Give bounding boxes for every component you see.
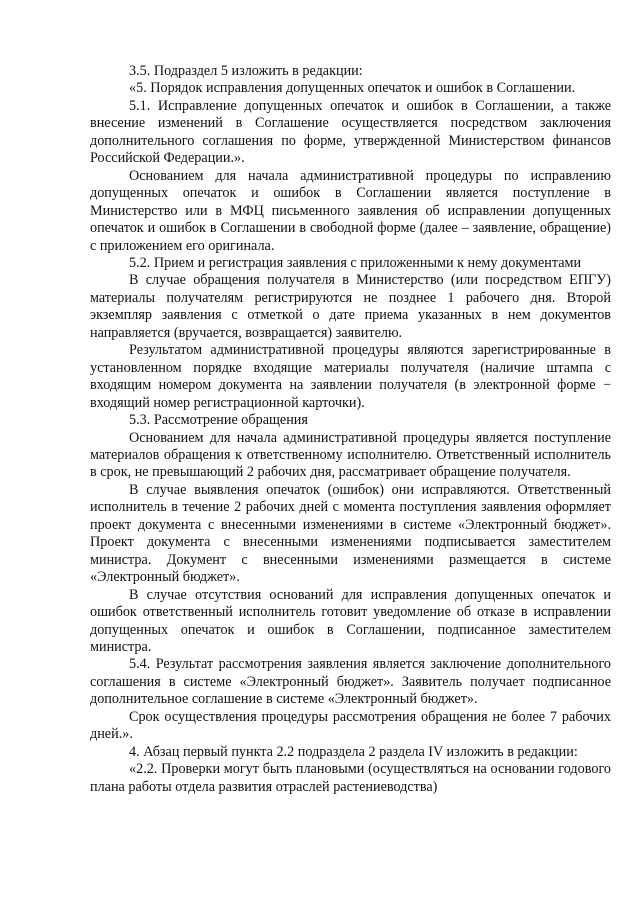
paragraph-registration-result: Результатом административной процедуры являются зарегистрированные в установленном порядке входящие материалы получателя (наличие штампа с входящим номером документа на заявлении получателя (в электронной форме − входящий номер регистрационной карточки). <box>90 342 611 411</box>
paragraph-registration: В случае обращения получателя в Министерство (или посредством ЕПГУ) материалы получателям регистрируются не позднее 1 рабочего дня. Второй экземпляр заявления с отметкой о дате приема указанных в нем документов направляется (вручается, возвращается) заявителю. <box>90 272 611 341</box>
paragraph-basis-for-procedure: Основанием для начала административной процедуры по исправлению допущенных опечаток и ошибок в Соглашении является поступление в Министерство или в МФЦ письменного заявления об исправлении допущенных опечаток и ошибок в Соглашении в свободной форме (далее – заявление, обращение) с приложением его оригинала. <box>90 167 611 254</box>
paragraph-errors-found: В случае выявления опечаток (ошибок) они исправляются. Ответственный исполнитель в течение 2 рабочих дней с момента поступления заявления оформляет проект документа с внесенными изменениями в системе «Электронный бюджет». Проект документа с внесенными изменениями подписывается заместителем министра. Документ с внесенными изменениями размещается в системе «Электронный бюджет». <box>90 481 611 586</box>
paragraph-no-grounds: В случае отсутствия оснований для исправления допущенных опечаток и ошибок ответственный исполнитель готовит уведомление об отказе в исправлении допущенных опечаток и ошибок в Соглашении, подписанное заместителем министра. <box>90 586 611 655</box>
paragraph-3-5-heading: 3.5. Подраздел 5 изложить в редакции: <box>129 63 363 79</box>
paragraph-section-5-title: «5. Порядок исправления допущенных опечаток и ошибок в Соглашении. <box>129 80 576 97</box>
paragraph-item-4: 4. Абзац первый пункта 2.2 подраздела 2 раздела IV изложить в редакции: <box>129 743 578 760</box>
paragraph-deadline: Срок осуществления процедуры рассмотрения обращения не более 7 рабочих дней.». <box>90 708 611 743</box>
paragraph-2-2: «2.2. Проверки могут быть плановыми (осуществляться на основании годового плана работы отдела развития отраслей растениеводства) <box>90 761 611 795</box>
paragraph-5-1: 5.1. Исправление допущенных опечаток и ошибок в Соглашении, а также внесение изменений в Соглашение осуществляется посредством заключения дополнительного соглашения по форме, утвержденной Министерством финансов Российской Федерации.». <box>90 97 611 167</box>
document-body <box>90 63 611 796</box>
paragraph-5-3: 5.3. Рассмотрение обращения <box>129 412 308 429</box>
paragraph-5-4: 5.4. Результат рассмотрения заявления является заключение дополнительного соглашения в системе «Электронный бюджет». Заявитель получает подписанное дополнительное соглашение в системе «Электронный бюджет». <box>90 656 611 708</box>
paragraph-5-2: 5.2. Прием и регистрация заявления с приложенными к нему документами <box>129 254 582 271</box>
paragraph-review-basis: Основанием для начала административной процедуры является поступление материалов обращения к ответственному исполнителю. Ответственный исполнитель в срок, не превышающий 2 рабочих дня, рассматривает обращение получателя. <box>90 429 611 481</box>
